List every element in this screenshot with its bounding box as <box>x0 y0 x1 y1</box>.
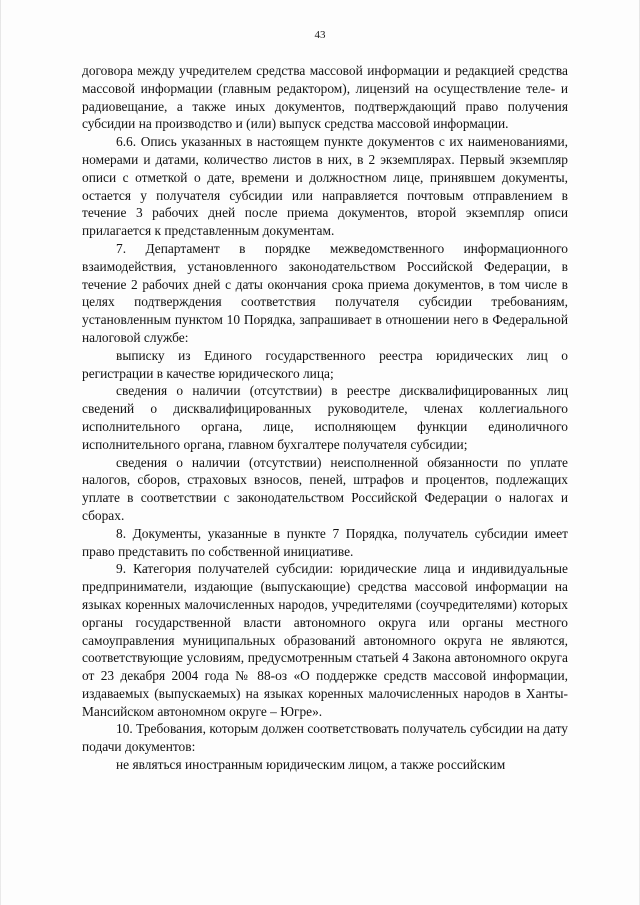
scan-edge-left <box>0 0 1 905</box>
paragraph-disqualified-registry: сведения о наличии (отсутствии) в реестре дисквалифицированных лиц сведений о дисквалифицированных руководителе, членах коллегиального исполнительного органа, лице, исполняющем функции единоличного исполнительного органа, главном бухгалтере получателя субсидии; <box>82 383 568 452</box>
paragraph-6-6: 6.6. Опись указанных в настоящем пункте документов с их наименованиями, номерами и датами, количество листов в них, в 2 экземплярах. Первый экземпляр описи с отметкой о дате, времени и должностном лице, принявшем документы, остается у получателя субсидии или направляется почтовым отправлением в течение 3 рабочих дней после приема документов, второй экземпляр описи прилагается к представленным документам. <box>82 134 568 239</box>
paragraph-9: 9. Категория получателей субсидии: юридические лица и индивидуальные предприниматели, издающие (выпускающие) средства массовой информации на языках коренных малочисленных народов, учредителями (соучредителями) которых органы государственной власти автономного округа или органы местного самоуправления муниципальных образований автономного округа не являются, соответствующие условиям, предусмотренным статьей 4 Закона автономного округа от 23 декабря 2004 года № 88-оз «О поддержке средств массовой информации, издаваемых (выпускаемых) на языках коренных малочисленных народов в Ханты-Мансийском автономном округе – Югре». <box>82 561 568 719</box>
paragraph-7: 7. Департамент в порядке межведомственного информационного взаимодействия, установленного законодательством Российской Федерации, в течение 2 рабочих дней с даты окончания срока приема документов, в том числе в целях подтверждения соответствия получателя субсидии требованиям, установленным пунктом 10 Порядка, запрашивает в отношении него в Федеральной налоговой службе: <box>82 240 568 345</box>
page-number: 43 <box>314 29 326 41</box>
paragraph-10: 10. Требования, которым должен соответствовать получатель субсидии на дату подачи документов: <box>82 721 568 755</box>
body-text <box>82 62 568 774</box>
paragraph-8: 8. Документы, указанные в пункте 7 Порядка, получатель субсидии имеет право представить по собственной инициативе. <box>82 525 568 559</box>
paragraph-continuation: договора между учредителем средства массовой информации и редакцией средства массовой информации (главным редактором), лицензий на осуществление теле- и радиовещание, а также иных документов, подтверждающий право получения субсидии на производство и (или) выпуск средства массовой информации. <box>82 63 568 132</box>
paragraph-foreign-entity: не являться иностранным юридическим лицом, а также российским <box>116 757 506 773</box>
paragraph-tax-obligations: сведения о наличии (отсутствии) неисполненной обязанности по уплате налогов, сборов, страховых взносов, пеней, штрафов и процентов, подлежащих уплате в соответствии с законодательством Российской Федерации о налогах и сборах. <box>82 454 568 523</box>
paragraph-extract-egrul: выписку из Единого государственного реестра юридических лиц о регистрации в качестве юридического лица; <box>82 347 568 381</box>
